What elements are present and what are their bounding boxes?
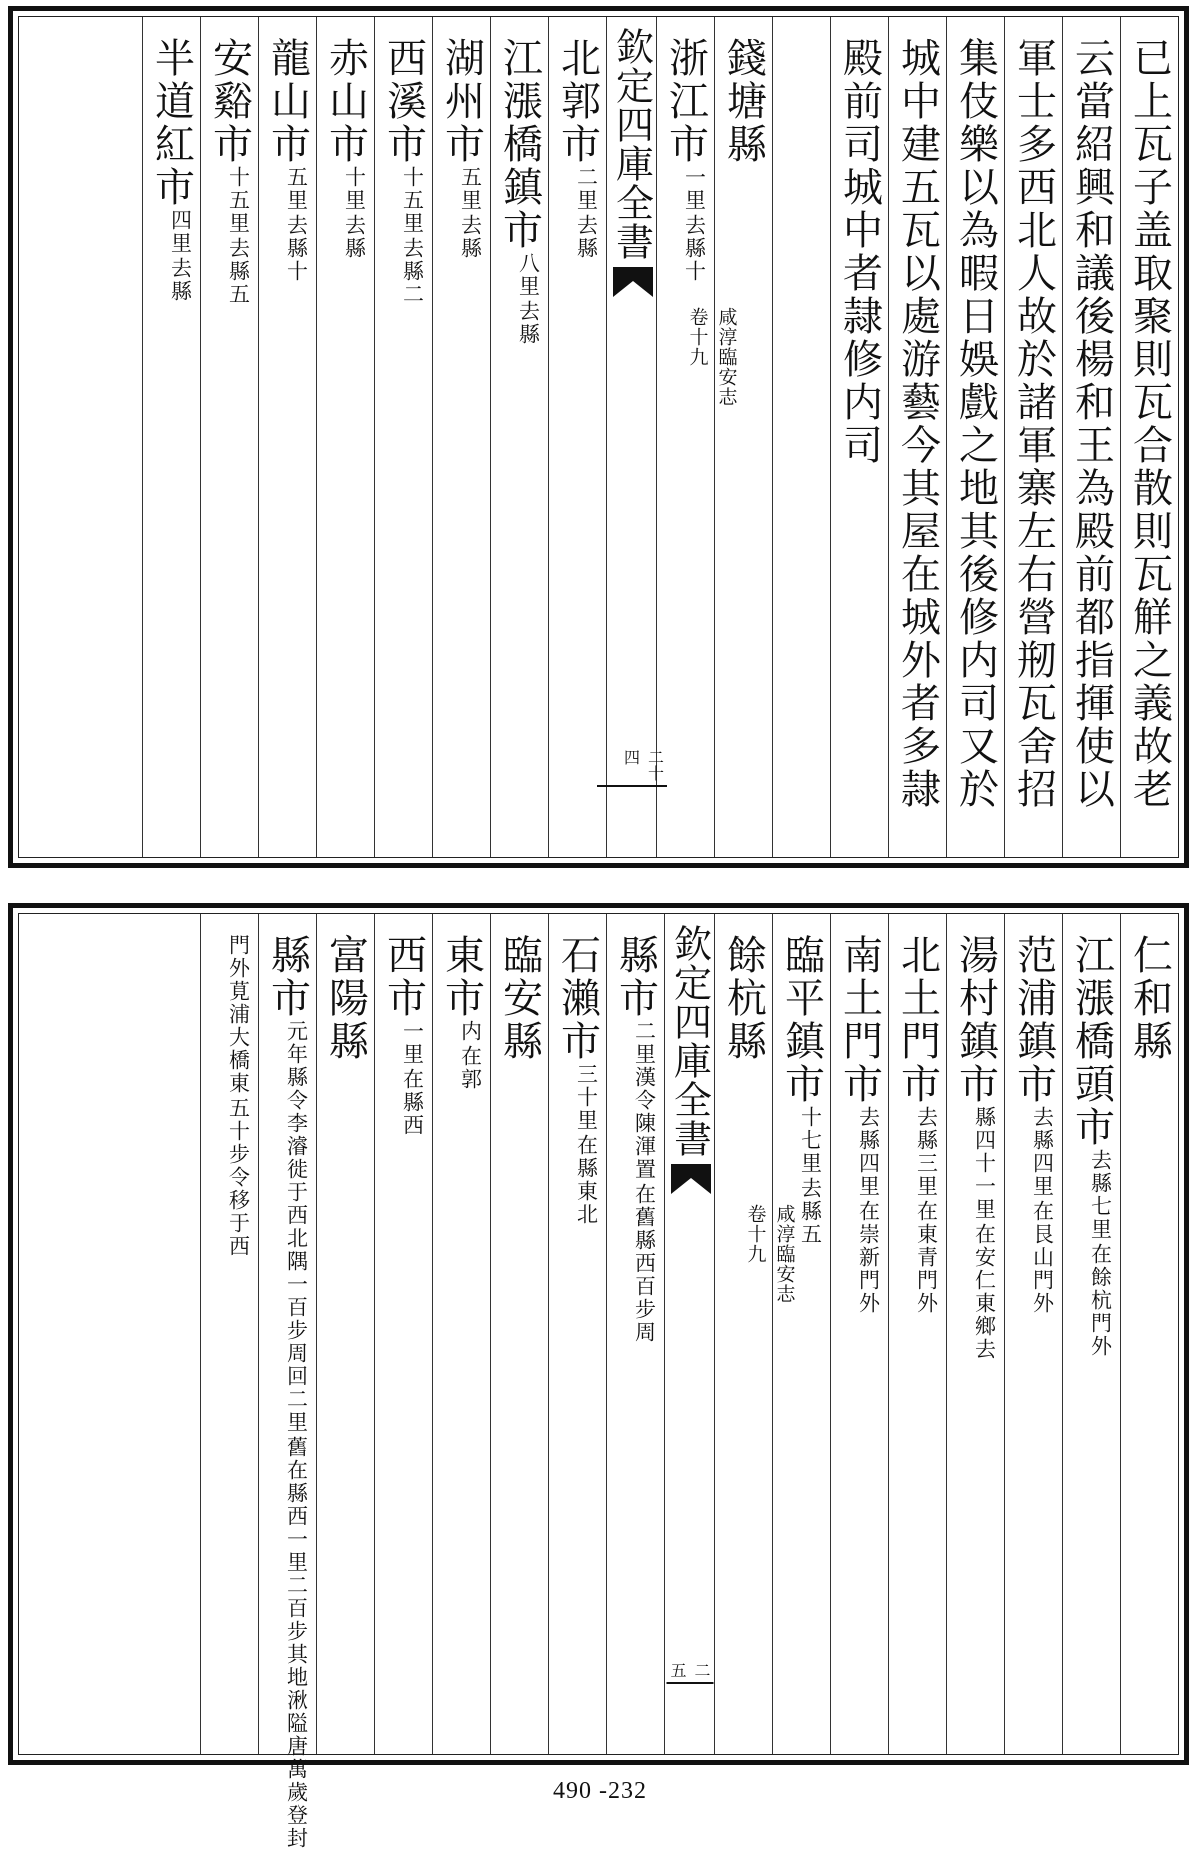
main-text: 錢塘縣 xyxy=(720,37,767,166)
note-line: 去縣四里 xyxy=(856,1106,881,1198)
main-text: 縣市 xyxy=(612,934,659,1020)
annotation-note xyxy=(285,166,307,283)
note-line: 去縣 xyxy=(458,214,483,260)
column-text xyxy=(612,934,659,1344)
leaf-number-part: 二 xyxy=(692,1662,711,1678)
column-text xyxy=(1126,37,1173,811)
annotation-note xyxy=(633,1020,655,1344)
note-line: 十五里 xyxy=(400,166,425,235)
annotation-note xyxy=(857,1106,879,1315)
left-text-column xyxy=(258,17,316,857)
note-line: 二里 xyxy=(574,166,599,212)
annotation-note xyxy=(285,1020,307,1850)
note-line: 去縣十 xyxy=(284,214,309,283)
main-text: 城中建五瓦以處游藝今其屋在城外者多隷 xyxy=(894,37,941,811)
column-text xyxy=(952,37,999,811)
note-line: 在餘杭門外 xyxy=(1088,1243,1113,1358)
column-text xyxy=(438,37,485,260)
column-text xyxy=(1126,934,1173,1063)
column-text xyxy=(322,37,369,260)
annotation-note xyxy=(1089,1149,1111,1358)
fishtail-mark-icon xyxy=(613,267,653,297)
main-text: 西溪市 xyxy=(380,37,427,166)
note-line: 十五里 xyxy=(226,166,251,235)
note-line: 五十步令移于西 xyxy=(226,1097,251,1258)
annotation-note xyxy=(401,1020,423,1137)
annotation-note xyxy=(401,166,423,306)
main-text: 縣市 xyxy=(264,934,311,1020)
blank-column xyxy=(19,914,200,1754)
main-text: 范浦鎮市 xyxy=(1010,934,1057,1106)
right-text-column xyxy=(714,914,772,1754)
left-text-column xyxy=(258,914,316,1850)
left-text-column xyxy=(432,914,490,1754)
leaf-number-part: 五 xyxy=(668,1662,687,1678)
main-text: 江漲橋頭市 xyxy=(1068,934,1115,1149)
column-text xyxy=(148,37,195,303)
annotation-note xyxy=(227,934,249,1258)
main-text: 湖州市 xyxy=(438,37,485,166)
book-info-line: 卷十九 xyxy=(686,307,709,367)
column-text xyxy=(1010,934,1057,1315)
left-text-column xyxy=(548,914,606,1754)
note-line: 在安仁東鄉去 xyxy=(972,1223,997,1361)
note-line: 四里 xyxy=(168,209,193,255)
note-line: 去縣七里 xyxy=(1088,1149,1113,1241)
left-text-column xyxy=(374,17,432,857)
note-line: 五里 xyxy=(458,166,483,212)
note-line: 十七里 xyxy=(798,1106,823,1175)
right-text-column xyxy=(772,914,830,1754)
right-text-column xyxy=(1062,914,1120,1754)
note-line: 去縣二 xyxy=(400,237,425,306)
annotation-note xyxy=(227,166,249,306)
main-text: 江漲橋鎮市 xyxy=(496,37,543,252)
leaf-number-part: 二十 xyxy=(645,749,665,781)
page-number: 490 -232 xyxy=(553,1778,647,1804)
right-text-column xyxy=(946,914,1004,1754)
right-text-column xyxy=(888,17,946,857)
annotation-note xyxy=(459,1020,481,1091)
right-text-column xyxy=(714,17,772,857)
right-text-column xyxy=(888,914,946,1754)
leaf-number-part: 四 xyxy=(621,749,641,765)
note-line: 在艮山門外 xyxy=(1030,1200,1055,1315)
main-text: 湯村鎮市 xyxy=(952,934,999,1106)
note-line: 去縣四里 xyxy=(1030,1106,1055,1198)
note-line: 在郭 xyxy=(458,1045,483,1091)
annotation-note xyxy=(1031,1106,1053,1315)
book-title: 欽定四庫全書 xyxy=(609,27,654,261)
column-text xyxy=(720,37,767,166)
left-text-column xyxy=(490,17,548,857)
left-text-column xyxy=(374,914,432,1754)
column-text xyxy=(438,934,485,1091)
note-line: 去縣五 xyxy=(226,237,251,306)
column-text xyxy=(894,934,941,1315)
right-text-column xyxy=(1120,914,1178,1754)
column-text xyxy=(778,934,825,1246)
right-text-column xyxy=(946,17,1004,857)
main-text: 西市 xyxy=(380,934,427,1020)
note-line: 在崇新門外 xyxy=(856,1200,881,1315)
right-text-column xyxy=(830,914,888,1754)
left-text-column xyxy=(316,17,374,857)
left-text-column xyxy=(548,17,606,857)
annotation-note xyxy=(683,166,705,283)
note-line: 二里漢令陳渾置 xyxy=(632,1020,657,1181)
column-text xyxy=(210,934,250,1258)
book-title: 欽定四庫全書 xyxy=(667,924,712,1158)
column-text xyxy=(496,37,543,346)
column-text xyxy=(1068,934,1115,1358)
column-text xyxy=(264,37,311,283)
note-line: 在縣東北 xyxy=(574,1134,599,1226)
note-line: 在舊縣西百步周 xyxy=(632,1183,657,1344)
right-text-column xyxy=(656,17,714,857)
right-text-column xyxy=(772,17,830,857)
note-line: 一里 xyxy=(400,1020,425,1066)
left-text-column xyxy=(490,914,548,1754)
annotation-note xyxy=(915,1106,937,1315)
main-text: 北土門市 xyxy=(894,934,941,1106)
annotation-note xyxy=(517,252,539,346)
left-text-column xyxy=(606,914,664,1754)
blank-column xyxy=(19,17,142,857)
note-line: 一里 xyxy=(682,166,707,212)
annotation-note xyxy=(973,1106,995,1361)
main-text: 云當紹興和議後楊和王為殿前都指揮使以 xyxy=(1068,37,1115,811)
main-text: 浙江市 xyxy=(662,37,709,166)
right-text-column xyxy=(1004,914,1062,1754)
annotation-note xyxy=(459,166,481,260)
left-text-column xyxy=(142,17,200,857)
right-text-column xyxy=(1062,17,1120,857)
column-text xyxy=(720,934,767,1063)
note-line: 八里 xyxy=(516,252,541,298)
main-text: 赤山市 xyxy=(322,37,369,166)
left-text-column xyxy=(316,914,374,1754)
annotation-note xyxy=(169,209,191,303)
note-line: 五里 xyxy=(284,166,309,212)
column-text xyxy=(380,37,427,306)
main-text: 半道紅市 xyxy=(148,37,195,209)
annotation-note xyxy=(343,166,365,260)
note-line: 去縣三里 xyxy=(914,1106,939,1198)
column-text xyxy=(322,934,369,1063)
column-text xyxy=(206,37,253,306)
main-text: 南土門市 xyxy=(836,934,883,1106)
left-text-column xyxy=(200,17,258,857)
column-text xyxy=(662,37,709,283)
column-text xyxy=(380,934,427,1137)
left-text-column xyxy=(200,914,258,1754)
column-text xyxy=(894,37,941,811)
right-text-column xyxy=(830,17,888,857)
note-line: 去縣 xyxy=(168,257,193,303)
note-line: 縣四十一里 xyxy=(972,1106,997,1221)
main-text: 餘杭縣 xyxy=(720,934,767,1063)
note-line: 在縣西 xyxy=(400,1068,425,1137)
note-line: 去縣十 xyxy=(682,214,707,283)
column-text xyxy=(554,934,601,1226)
column-text xyxy=(836,934,883,1315)
main-text: 已上瓦子盖取聚則瓦合散則瓦觧之義故老 xyxy=(1126,37,1173,811)
book-info-line: 咸淳臨安志 xyxy=(773,1204,796,1304)
main-text: 安谿市 xyxy=(206,37,253,166)
leaf-number xyxy=(666,1662,713,1684)
book-info-line: 卷十九 xyxy=(744,1204,767,1264)
right-text-column xyxy=(1120,17,1178,857)
column-text xyxy=(496,934,543,1063)
main-text: 軍士多西北人故於諸軍寨左右營剏瓦舍招 xyxy=(1010,37,1057,811)
note-line: 在東青門外 xyxy=(914,1200,939,1315)
note-line: 門外莧浦大橋東 xyxy=(226,934,251,1095)
main-text: 仁和縣 xyxy=(1126,934,1173,1063)
left-text-column xyxy=(432,17,490,857)
column-text xyxy=(952,934,999,1361)
main-text: 東市 xyxy=(438,934,485,1020)
note-line: 去縣 xyxy=(574,214,599,260)
main-text: 集伎樂以為暇日娛戲之地其後修内司又於 xyxy=(952,37,999,811)
column-text xyxy=(1010,37,1057,811)
annotation-note xyxy=(575,166,597,260)
main-text: 龍山市 xyxy=(264,37,311,166)
annotation-note xyxy=(575,1063,597,1226)
main-text: 北郭市 xyxy=(554,37,601,166)
column-text xyxy=(1068,37,1115,811)
column-text xyxy=(554,37,601,260)
main-text: 臨平鎮市 xyxy=(778,934,825,1106)
leaf-number xyxy=(597,749,667,787)
note-line: 去縣 xyxy=(342,214,367,260)
top-page xyxy=(8,6,1189,868)
note-line: 舊在縣西一里二百步其地湫隘唐萬歲登封 xyxy=(284,1436,309,1850)
note-line: 去縣五 xyxy=(798,1177,823,1246)
note-line: 去縣 xyxy=(516,300,541,346)
fishtail-mark-icon xyxy=(671,1164,711,1194)
column-text xyxy=(264,934,311,1850)
annotation-note xyxy=(799,1106,821,1246)
main-text: 臨安縣 xyxy=(496,934,543,1063)
note-line: 三十里 xyxy=(574,1063,599,1132)
book-info-line: 咸淳臨安志 xyxy=(715,307,738,407)
main-text: 殿前司城中者隷修内司 xyxy=(836,37,883,467)
column-text xyxy=(836,37,883,467)
right-text-column xyxy=(1004,17,1062,857)
main-text: 富陽縣 xyxy=(322,934,369,1063)
note-line: 十里 xyxy=(342,166,367,212)
main-text: 石瀨市 xyxy=(554,934,601,1063)
note-line: 内 xyxy=(458,1020,483,1043)
note-line: 元年縣令李濬徙于西北隅一百步周回二里 xyxy=(284,1020,309,1434)
